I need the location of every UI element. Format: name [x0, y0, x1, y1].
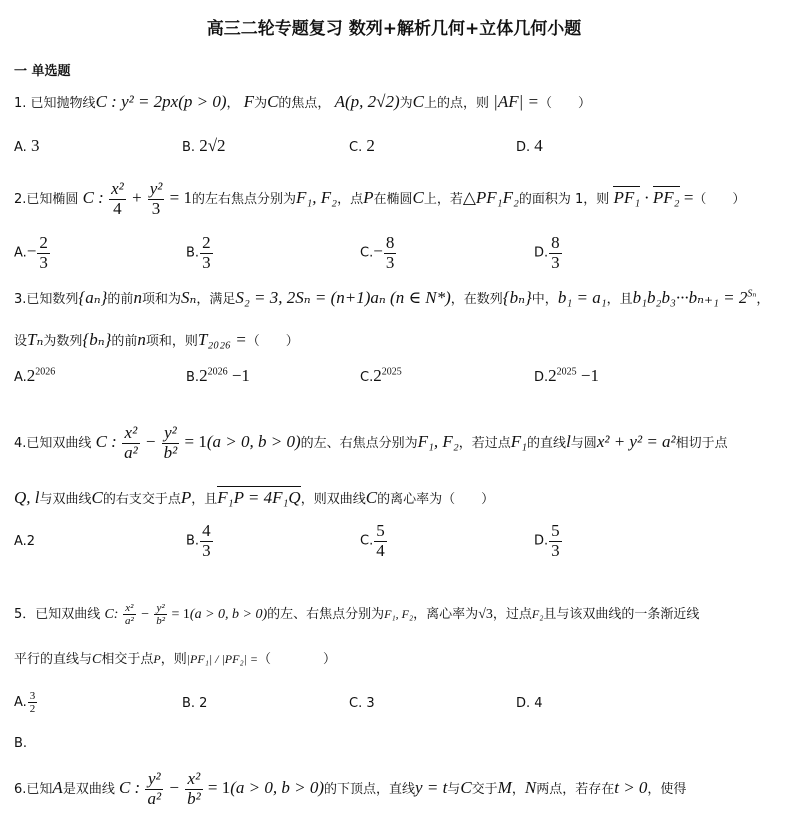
question-1: 1. 已知抛物线C : y² = 2px(p > 0)， F为C的焦点， A(p, 2√2)为C上的点，则 |AF| =（ ）	[14, 92, 591, 111]
question-4: 4.已知双曲线 C : $\frac{\text{x²}}{\text{a²}}$ − $\frac{\text{y²}}{\text{b²}}$ = 1(a > 0, b > 0)的左、右焦点分别为F₁, F₂，若过点F₁的直线l与圆x² + y² = a²相切于点	[14, 423, 728, 462]
question-2: 2.已知椭圆 C : $\frac{\text{x²}}{4}$ + $\frac{\text{y²}}{3}$ = 1的左右焦点分别为F₁, F₂，点P在椭圆C上，若△PF₁F₂的面积为 1，则 PF₁ · PF₂ =（ ）	[14, 179, 746, 218]
answer-paren: （ ）	[538, 96, 591, 111]
option-b[interactable]: B. 2	[182, 696, 208, 711]
option-a[interactable]: A. $\frac{3}{2}$	[14, 690, 36, 716]
option-c[interactable]: C. $\frac{5}{4}$	[360, 521, 385, 560]
ellipse-equation: C : $\frac{\text{x²}}{4}$ + $\frac{\text{y²}}{3}$ = 1	[82, 179, 192, 218]
hyperbola-equation: C : $\frac{\text{x²}}{\text{a²}}$ − $\frac{\text{y²}}{\text{b²}}$ = 1(a > 0, b > 0)	[95, 423, 301, 462]
option-b[interactable]: B. $\frac{4}{3}$	[186, 521, 211, 560]
option-c[interactable]: $C.2^{2025}$	[360, 366, 402, 385]
question-4-line-2: Q, l与双曲线C的右支交于点P，且F₁P = 4F₁Q，则双曲线C的离心率为（ ）	[14, 488, 495, 507]
option-d[interactable]: D. $\frac{8}{3}$	[534, 233, 560, 272]
option-a[interactable]: A.− $\frac{2}{3}$	[14, 233, 48, 272]
question-5-line-2: 平行的直线与C相交于点P，则|PF₁| / |PF₂| =（ ）	[14, 652, 337, 667]
hyperbola-equation: C: $\frac{\text{x²}}{\text{a²}}$ − $\frac{\text{y²}}{\text{b²}}$ = 1(a > 0, b > 0)	[104, 602, 268, 628]
option-a[interactable]: A. 3	[14, 136, 40, 155]
math-expression: C : y² = 2px(p > 0)	[95, 92, 227, 111]
question-number: 1.	[14, 96, 27, 111]
question-5: 5．已知双曲线 C: $\frac{\text{x²}}{\text{a²}}$ − $\frac{\text{y²}}{\text{b²}}$ = 1(a > 0, b > 0)的左、右焦点分别为F₁, F₂，离心率为√3，过点F₂且与该双曲线的一条渐近线	[14, 602, 700, 628]
math-expression: A(p, 2√2)	[334, 92, 400, 111]
option-a[interactable]: $A.2^{2026}$	[14, 366, 56, 385]
question-3: 3.已知数列{aₙ}的前n项和为Sₙ，满足S₂ = 3, 2Sₙ = (n+1)aₙ (n ∈ N*)，在数列{bₙ}中，b₁ = a₁，且$b_1b_2b_3\cdot\cdot\cdot b_{n+1} = 2^{S_n}$，	[14, 288, 770, 307]
option-b[interactable]: B. $\frac{2}{3}$	[186, 233, 211, 272]
option-b[interactable]: B. 2√2	[182, 136, 226, 155]
option-a[interactable]: A.2	[14, 534, 36, 549]
question-text: 已知抛物线	[30, 96, 96, 111]
vector-dot-product: PF₁ · PF₂ =	[613, 188, 694, 208]
option-d[interactable]: D. $\frac{5}{3}$	[534, 521, 560, 560]
option-d[interactable]: $D.2^{2025} -1$	[534, 366, 599, 385]
answer-text: B.	[14, 736, 28, 751]
option-c[interactable]: C. 3	[349, 696, 375, 711]
hyperbola-equation: C : $\frac{\text{y²}}{\text{a²}}$ − $\frac{\text{x²}}{\text{b²}}$ = 1(a > 0, b > 0)	[118, 769, 325, 808]
option-b[interactable]: $B.2^{2026} -1$	[186, 366, 250, 385]
option-d[interactable]: D. 4	[516, 136, 543, 155]
option-c[interactable]: C. 2	[349, 136, 375, 155]
math-expression: |AF| =	[493, 92, 539, 111]
question-6: 6.已知A是双曲线 C : $\frac{\text{y²}}{\text{a²}}$ − $\frac{\text{x²}}{\text{b²}}$ = 1(a > 0, b > 0)的下顶点，直线y = t与C交于M，N两点，若存在t > 0，使得	[14, 769, 687, 808]
option-d[interactable]: D. 4	[516, 696, 543, 711]
option-c[interactable]: C.− $\frac{8}{3}$	[360, 233, 395, 272]
question-3-line-2: 设Tₙ为数列{bₙ}的前n项和，则T₂₀₂₆ =（ ）	[14, 330, 299, 349]
page-title: 高三二轮专题复习 数列+解析几何+立体几何小题	[206, 19, 582, 39]
section-heading: 一 单选题	[14, 64, 71, 79]
